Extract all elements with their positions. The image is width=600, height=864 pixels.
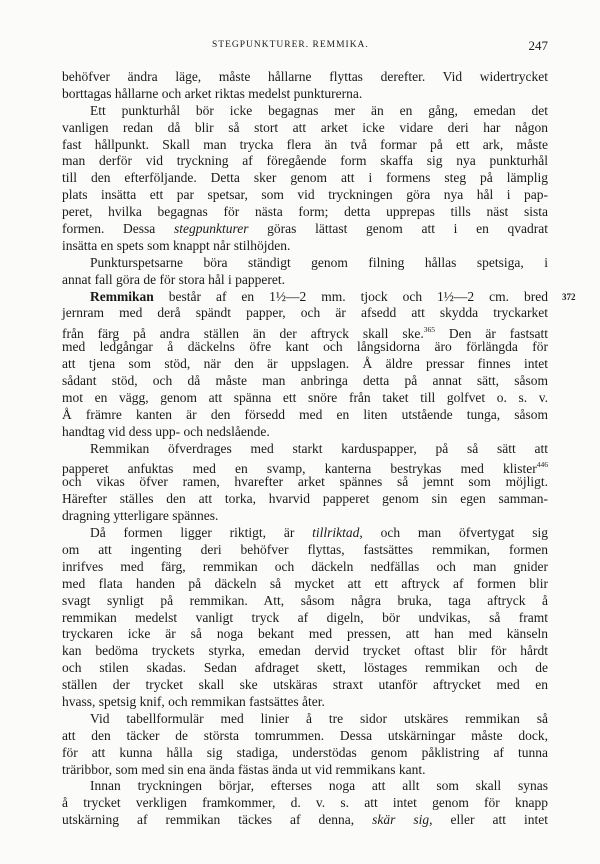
text-line <box>62 86 548 103</box>
margin-note: 372 <box>562 292 576 302</box>
text-line <box>62 339 548 356</box>
text-line <box>62 137 548 154</box>
text-segment: kan bedöma tryckets styrka, emedan dervid trycket oftast blir för hårdt <box>62 643 548 659</box>
bold-term: Remmikan <box>90 288 154 304</box>
text-segment: remmikan medelst vanligt tryck af digeln, bör undvikas, så framt <box>62 609 548 625</box>
italic-term: tillriktad <box>312 525 360 541</box>
text-line <box>62 407 548 424</box>
text-line <box>62 660 548 677</box>
text-segment: Innan tryckningen börjar, efterses noga att allt som skall synas <box>90 778 548 794</box>
page-number: 247 <box>528 38 548 53</box>
text-line <box>62 120 548 137</box>
text-segment: för att kunna hålla sig stadiga, understödas genom påklistring af tunna <box>62 744 548 760</box>
text-segment: peret, hvilka begagnas för nästa form; detta upprepas tills näst sista <box>62 204 548 220</box>
text-segment: hvass, spetsig knif, och remmikan fastsättes åter. <box>62 693 325 709</box>
text-line <box>62 153 548 170</box>
text-segment: sådant stöd, och då måste man anbringa detta på annat sätt, såsom <box>62 373 548 389</box>
text-segment: med ledgångar å däckelns öfre kant och långsidorna äro förlängda för <box>62 339 548 355</box>
text-line <box>62 305 548 322</box>
text-segment: och stilen skadas. Sedan afdraget skett, löstages remmikan och de <box>62 660 548 676</box>
text-line <box>62 204 548 221</box>
text-line <box>62 677 548 694</box>
text-line <box>62 812 548 829</box>
text-segment: med flata handen på däckeln så mycket att ett aftryck af formen blir <box>62 575 548 591</box>
text-line <box>62 474 548 491</box>
text-line <box>62 525 548 542</box>
text-segment: behöfver ändra läge, måste hållarne flyttas derefter. Vid widertrycket <box>62 69 548 84</box>
text-line <box>62 255 548 272</box>
text-segment: inrifves med färg, remmikan och däckeln nedfällas och man gnider <box>62 558 548 574</box>
text-segment: och vikas öfver ramen, hvarefter arket spännes så jemnt som möjligt. <box>62 474 548 490</box>
text-segment: Vid tabellformulär med linier å tre sidor utskäres remmikan så <box>90 710 548 726</box>
text-line <box>62 373 548 390</box>
text-segment: handtag vid dess upp- och nedslående. <box>62 423 270 439</box>
text-segment: Punkturspetsarne böra ständigt genom filning hållas spetsiga, i <box>90 254 548 270</box>
text-segment: Remmikan öfverdrages med starkt karduspapper, på så sätt att <box>90 440 548 456</box>
text-segment: annat fall göra de för stora hål i papperet. <box>62 271 286 287</box>
text-segment: vanligen redan då blir så stort att arket icke vidare deri har någon <box>62 119 548 135</box>
text-line <box>62 390 548 407</box>
text-segment: utskärning af remmikan täckes af denna, <box>62 812 373 828</box>
text-segment: insätta en spets som knappt når stilhöjden. <box>62 237 291 253</box>
text-segment: , och man öfvertygat sig <box>359 525 549 541</box>
text-line <box>62 187 548 204</box>
text-segment: att den täcker de största tomrummen. Dessa utskärningar måste dock, <box>62 727 548 743</box>
text-line <box>62 272 548 289</box>
text-line <box>62 322 549 342</box>
text-line <box>62 745 548 762</box>
text-segment: till den efterföljande. Detta sker genom att i formens steg på lämplig <box>62 170 548 186</box>
text-line <box>62 711 548 728</box>
text-segment: , eller att intet <box>429 812 548 828</box>
text-line <box>62 542 548 559</box>
text-line <box>62 356 548 373</box>
body-text <box>62 69 548 829</box>
text-line <box>62 728 548 745</box>
italic-term: stegpunkturer <box>173 221 249 237</box>
text-line <box>62 238 548 255</box>
text-segment: består af en 1½—2 mm. tjock och 1½—2 cm. bred <box>153 288 548 304</box>
text-segment: fast hållpunkt. Skall man trycka flera än två formar på ett ark, måste <box>62 136 548 152</box>
text-line <box>62 103 548 120</box>
footnote-reference: 446 <box>536 460 548 470</box>
text-segment: plats insätta ett par spetsar, som vid tryckningen göra nya hål i pap- <box>62 187 548 203</box>
text-segment: ställen der trycket skall ske utskäras straxt utanför aftrycket med en <box>62 677 548 693</box>
text-segment: Den är fastsatt <box>434 326 549 342</box>
text-segment: Härefter ställes den att torka, hvarvid papperet genom sin egen samman- <box>62 491 548 507</box>
text-segment: Ett punkturhål bör icke begagnas mer än en gång, emedan det <box>90 102 548 118</box>
text-segment: man derför vid tryckning af föregående form skaffa sig nya punkturhål <box>62 153 548 169</box>
text-line <box>62 289 548 306</box>
text-segment: träribbor, som med sin ena ända fästas ända ut vid remmikans kant. <box>62 761 426 777</box>
text-segment: formen. Dessa <box>62 221 174 237</box>
text-line <box>62 643 548 660</box>
running-title: STEGPUNKTURER. REMMIKA. <box>212 40 369 50</box>
text-segment: tryckaren icke är så noga bekant med pressen, att han med känseln <box>62 626 548 642</box>
text-line <box>62 576 548 593</box>
text-line <box>62 221 548 238</box>
text-line <box>62 559 548 576</box>
text-line <box>62 778 548 795</box>
text-segment: dragning ytterligare spännes. <box>62 508 219 524</box>
text-line <box>62 441 548 458</box>
text-line <box>62 170 548 187</box>
text-line <box>62 694 548 711</box>
text-segment: papperet anfuktas med en svamp, kanterna bestrykas med klister <box>62 461 537 477</box>
text-segment: göras lättast genom att i en qvadrat <box>248 221 548 237</box>
text-segment: mot en vägg, genom att spänna ett snöre från taket till golfvet o. s. v. <box>62 389 548 405</box>
text-line <box>62 457 548 477</box>
text-line <box>62 424 548 441</box>
text-segment: Då formen ligger riktigt, är <box>90 525 313 541</box>
text-line <box>62 593 548 610</box>
text-segment: att tjena som stöd, när den är uppslagen. Å äldre pressar finnes intet <box>62 356 548 372</box>
text-line <box>62 795 548 812</box>
page-header <box>62 38 548 56</box>
text-segment: svagt synligt på remmikan. Att, såsom några bruka, taga aftryck å <box>62 592 548 608</box>
text-segment: borttagas hållarne och arket riktas medelst punkturerna. <box>62 85 363 101</box>
text-line <box>62 626 548 643</box>
text-line <box>62 762 548 779</box>
text-line <box>62 610 548 627</box>
text-segment: å trycket verkligen framkommer, d. v. s. att intet genom för knapp <box>62 795 548 811</box>
text-segment: Å främre kanten är den försedd med en liten utstående tunga, såsom <box>62 406 548 422</box>
footnote-reference: 365 <box>423 325 435 335</box>
text-line <box>62 69 548 86</box>
italic-term: skär sig <box>372 812 430 828</box>
text-line <box>62 491 548 508</box>
text-segment: om att ingenting deri behöfver flyttas, fastsättes remmikan, formen <box>62 541 548 557</box>
text-line <box>62 508 548 525</box>
text-segment: från färg på andra ställen än der aftryck skall ske. <box>62 326 424 342</box>
text-segment: jernram med derå spändt papper, och är afsedd att skydda tryckarket <box>62 305 548 321</box>
